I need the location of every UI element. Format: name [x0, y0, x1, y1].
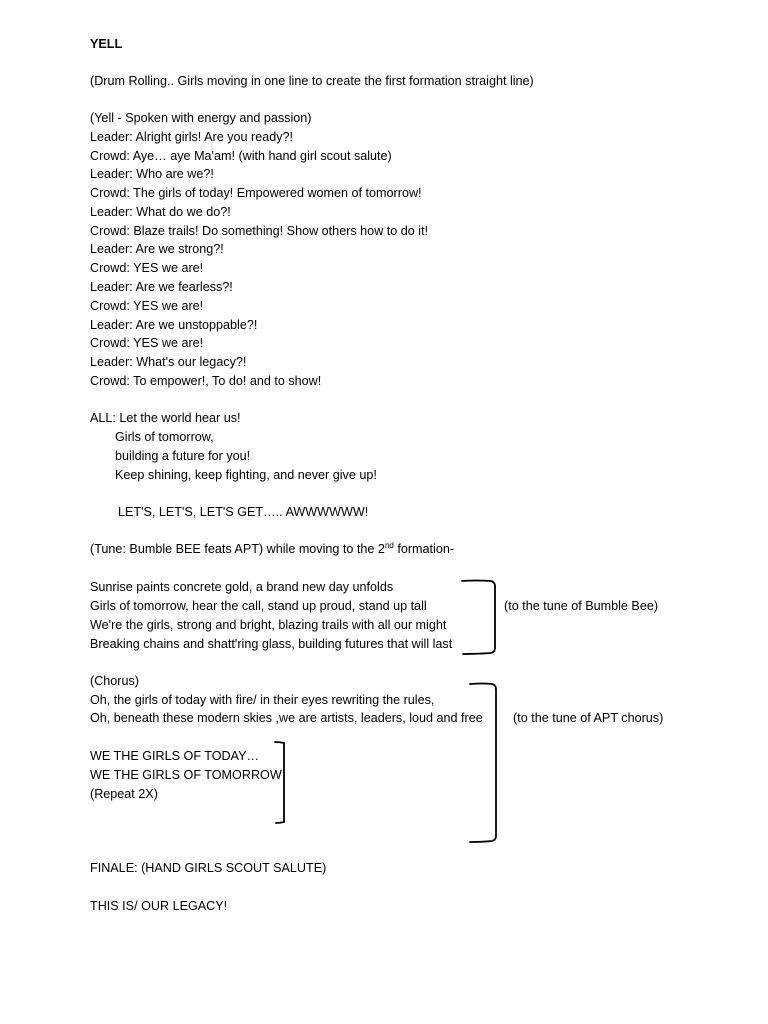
chorus-tune-note: (to the tune of APT chorus) — [513, 711, 664, 725]
all-line: Keep shining, keep fighting, and never give up! — [115, 468, 377, 482]
dialogue-line: Crowd: YES we are! — [90, 336, 204, 350]
chorus-line: Oh, the girls of today with fire/ in their eyes rewriting the rules, — [90, 693, 435, 707]
dialogue-line: Leader: What do we do?! — [90, 205, 231, 219]
tune-direction-tail: formation- — [393, 542, 455, 556]
intro-stage-direction: (Drum Rolling.. Girls moving in one line to create the first formation straight line) — [90, 74, 534, 88]
refrain-line: WE THE GIRLS OF TODAY… — [90, 749, 260, 763]
verse-line: Girls of tomorrow, hear the call, stand up proud, stand up tall — [90, 599, 427, 613]
dialogue-line: Leader: Alright girls! Are you ready?! — [90, 130, 294, 144]
ordinal-suffix: nd — [384, 541, 394, 550]
chorus-label: (Chorus) — [90, 674, 139, 688]
refrain-line: WE THE GIRLS OF TOMORROW — [90, 768, 282, 782]
dialogue-line: Leader: What's our legacy?! — [90, 355, 247, 369]
tune-stage-direction — [90, 541, 454, 557]
chorus-bracket — [470, 684, 496, 843]
dialogue-line: Crowd: Blaze trails! Do something! Show others how to do it! — [90, 224, 429, 238]
document-title: YELL — [90, 37, 123, 51]
tune-direction-text: (Tune: Bumble BEE feats APT) while moving to the 2 — [90, 542, 385, 556]
dialogue-line: Crowd: The girls of today! Empowered women of tomorrow! — [90, 186, 422, 200]
dialogue-line: Leader: Are we unstoppable?! — [90, 318, 258, 332]
closing-line: THIS IS/ OUR LEGACY! — [90, 899, 228, 913]
dialogue-line: Crowd: To empower!, To do! and to show! — [90, 374, 322, 388]
verse-tune-note: (to the tune of Bumble Bee) — [504, 599, 659, 613]
chorus-line: Oh, beneath these modern skies ,we are artists, leaders, loud and free — [90, 711, 483, 725]
dialogue-line: Leader: Are we fearless?! — [90, 280, 233, 294]
dialogue-line: Crowd: YES we are! — [90, 299, 204, 313]
all-line: building a future for you! — [115, 449, 251, 463]
cheer-line: LET'S, LET'S, LET'S GET….. AWWWWWW! — [118, 505, 369, 519]
refrain-line: (Repeat 2X) — [90, 787, 158, 801]
all-line: Girls of tomorrow, — [115, 430, 214, 444]
verse-line: Sunrise paints concrete gold, a brand new day unfolds — [90, 580, 394, 594]
dialogue-line: Crowd: Aye… aye Ma'am! (with hand girl scout salute) — [90, 149, 392, 163]
dialogue-line: Leader: Who are we?! — [90, 167, 214, 181]
verse-bracket — [462, 581, 495, 655]
yell-stage-direction: (Yell - Spoken with energy and passion) — [90, 111, 312, 125]
finale-line: FINALE: (HAND GIRLS SCOUT SALUTE) — [90, 861, 327, 875]
dialogue-line: Crowd: YES we are! — [90, 261, 204, 275]
all-line: ALL: Let the world hear us! — [90, 411, 241, 425]
verse-line: Breaking chains and shatt'ring glass, building futures that will last — [90, 637, 453, 651]
dialogue-line: Leader: Are we strong?! — [90, 242, 224, 256]
verse-line: We're the girls, strong and bright, blazing trails with all our might — [90, 618, 447, 632]
